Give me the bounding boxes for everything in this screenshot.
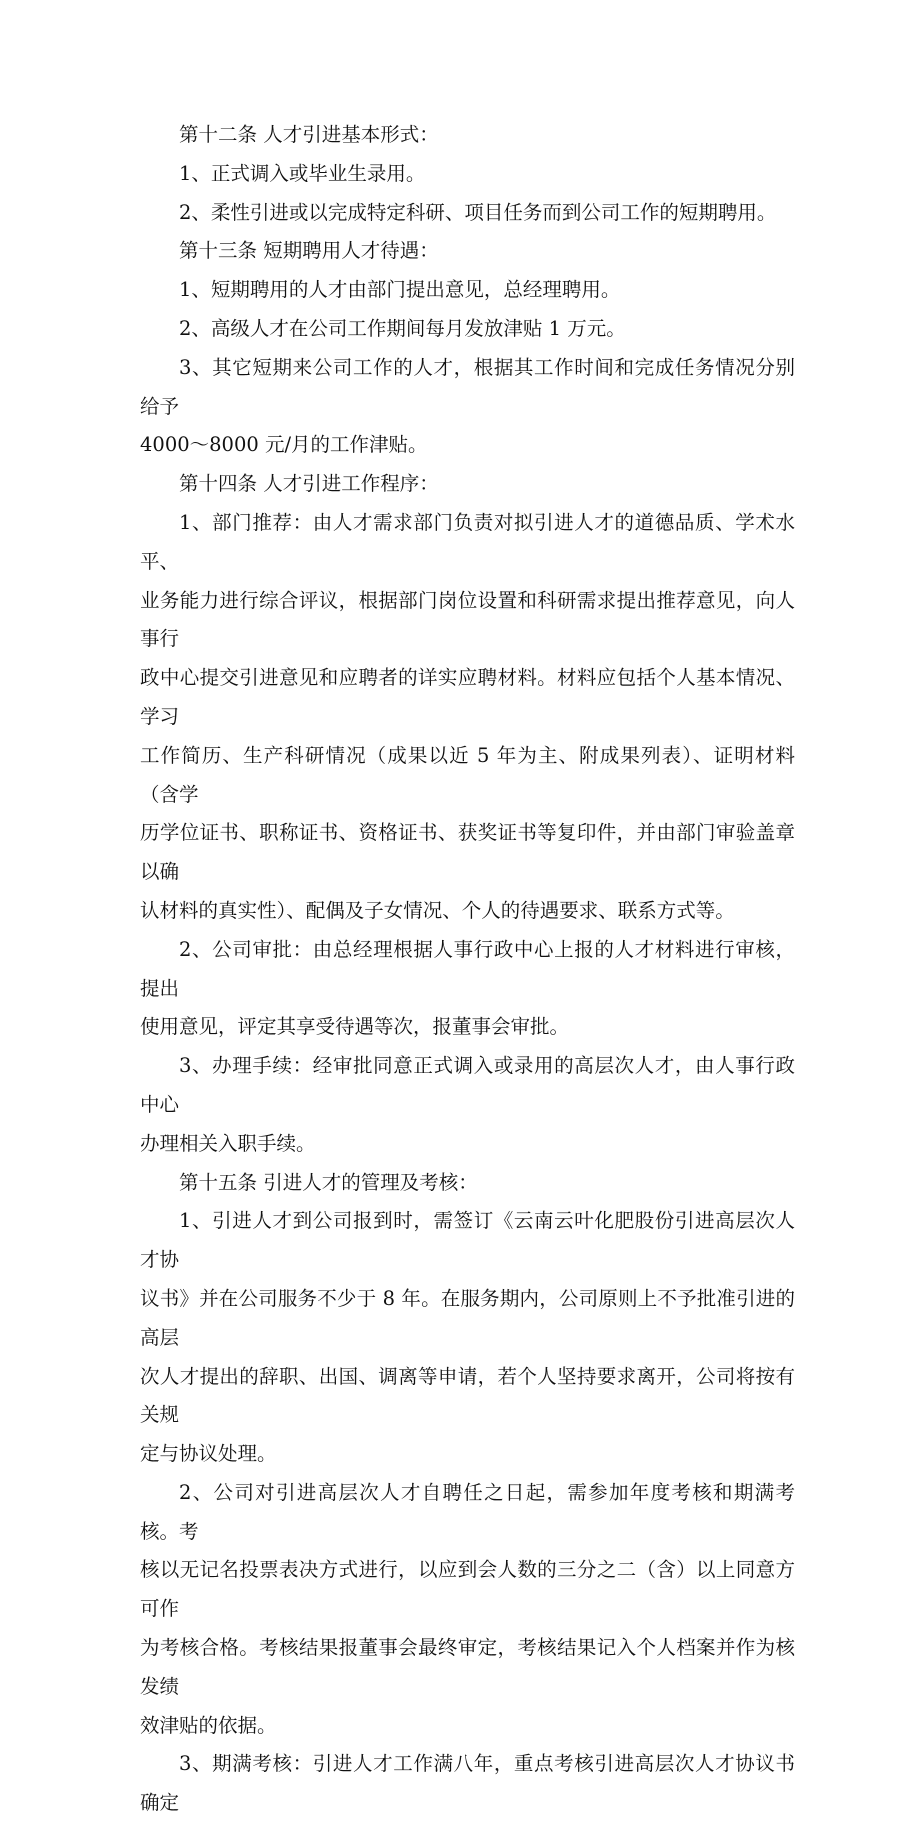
text-line: 1、短期聘用的人才由部门提出意见，总经理聘用。 (179, 278, 621, 302)
paragraph-article-15-title (140, 1164, 795, 1203)
text-line: 1、引进人才到公司报到时，需签订《云南云叶化肥股份引进高层次人才协 (140, 1209, 795, 1272)
paragraph-article-13-title (140, 232, 795, 271)
text-line: 业务能力进行综合评议，根据部门岗位设置和科研需求提出推荐意见，向人事行 (140, 588, 795, 651)
text-line: 1、部门推荐：由人才需求部门负责对拟引进人才的道德品质、学术水平、 (140, 510, 795, 573)
text-line: 第十五条 引进人才的管理及考核： (179, 1170, 478, 1194)
text-line: 办理相关入职手续。 (140, 1131, 316, 1155)
text-line: 2、公司对引进高层次人才自聘任之日起，需参加年度考核和期满考核。考 (140, 1480, 795, 1543)
text-line: 第十二条 人才引进基本形式： (179, 123, 439, 146)
text-line: 效津贴的依据。 (140, 1713, 277, 1737)
text-line: 2、柔性引进或以完成特定科研、项目任务而到公司工作的短期聘用。 (179, 200, 777, 224)
text-line: 工作简历、生产科研情况（成果以近 5 年为主、附成果列表）、证明材料（含学 (140, 743, 795, 806)
paragraph-article-15-item-3 (140, 1745, 795, 1823)
text-line: 3、期满考核：引进人才工作满八年，重点考核引进高层次人才协议书确定 (140, 1752, 795, 1815)
text-line: 3、其它短期来公司工作的人才，根据其工作时间和完成任务情况分别给予 (140, 355, 795, 418)
paragraph-article-14-item-1 (140, 504, 795, 931)
text-line: 历学位证书、职称证书、资格证书、获奖证书等复印件，并由部门审验盖章以确 (140, 821, 795, 884)
text-line: 次人才提出的辞职、出国、调离等申请，若个人坚持要求离开，公司将按有关规 (140, 1364, 795, 1427)
paragraph-article-14-item-3 (140, 1047, 795, 1163)
document-body (140, 116, 795, 1823)
paragraph-article-13-item-3 (140, 349, 795, 465)
text-line: 2、公司审批：由总经理根据人事行政中心上报的人才材料进行审核，提出 (140, 937, 795, 1000)
paragraph-article-12-item-2 (140, 194, 795, 233)
text-line: 使用意见，评定其享受待遇等次，报董事会审批。 (140, 1015, 570, 1039)
paragraph-article-12-item-1 (140, 155, 795, 194)
paragraph-article-14-title (140, 465, 795, 504)
paragraph-article-13-item-1 (140, 271, 795, 310)
paragraph-article-14-item-2 (140, 931, 795, 1047)
text-line: 第十四条 人才引进工作程序： (179, 472, 439, 496)
paragraph-article-15-item-1 (140, 1202, 795, 1474)
text-line: 认材料的真实性）、配偶及子女情况、个人的待遇要求、联系方式等。 (140, 898, 735, 922)
text-line: 第十三条 短期聘用人才待遇： (179, 239, 439, 263)
text-line: 议书》并在公司服务不少于 8 年。在服务期内，公司原则上不予批准引进的高层 (140, 1286, 795, 1349)
paragraph-article-12-title (140, 116, 795, 155)
text-line: 政中心提交引进意见和应聘者的详实应聘材料。材料应包括个人基本情况、学习 (140, 666, 795, 728)
text-line: 为考核合格。考核结果报董事会最终审定，考核结果记入个人档案并作为核发绩 (140, 1636, 795, 1698)
text-line: 2、高级人才在公司工作期间每月发放津贴 1 万元。 (179, 316, 626, 340)
text-line: 定与协议处理。 (140, 1442, 277, 1466)
paragraph-article-13-item-2 (140, 310, 795, 349)
text-line: 3、办理手续：经审批同意正式调入或录用的高层次人才，由人事行政中心 (140, 1054, 795, 1116)
text-line: 4000～8000 元/月的工作津贴。 (140, 433, 428, 457)
text-line: 核以无记名投票表决方式进行，以应到会人数的三分之二（含）以上同意方可作 (140, 1558, 795, 1621)
paragraph-article-15-item-2 (140, 1474, 795, 1746)
text-line: 1、正式调入或毕业生录用。 (179, 161, 426, 185)
